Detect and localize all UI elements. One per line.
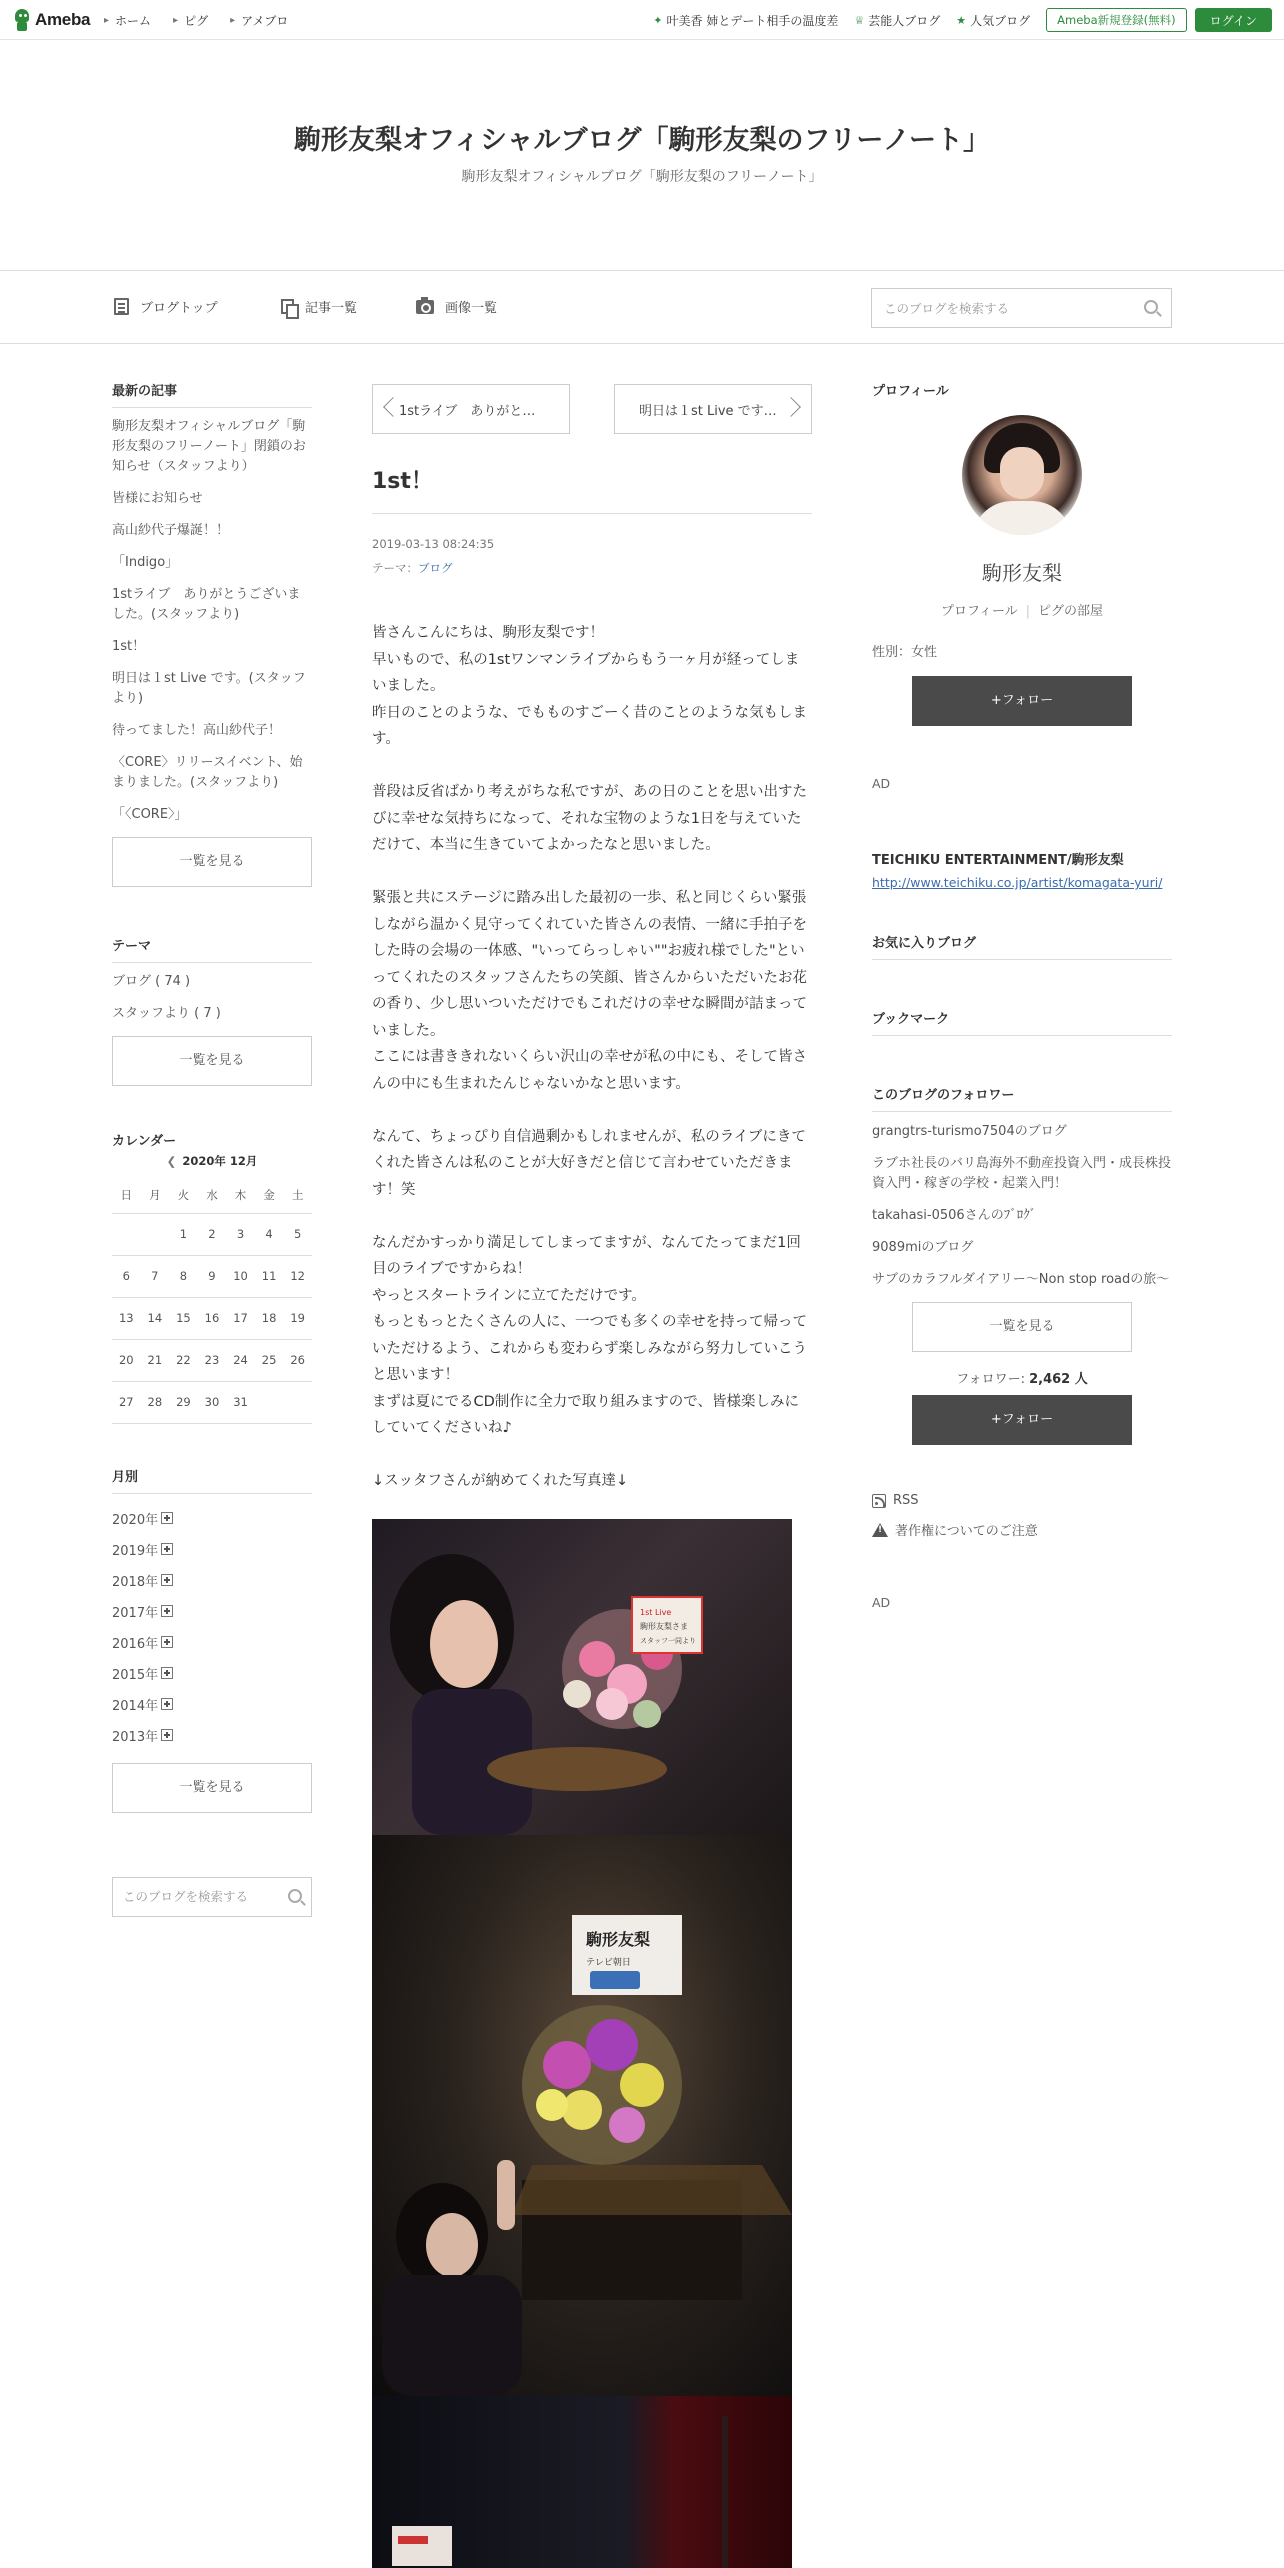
trending-label: 叶美香 姉とデート相手の温度差 (666, 13, 839, 28)
calendar-day: 30 (198, 1381, 227, 1423)
expand-plus-icon[interactable] (161, 1574, 173, 1586)
main-article (372, 380, 812, 2568)
sidebar-search-input[interactable] (113, 1878, 273, 1916)
calendar-day: 31 (226, 1381, 255, 1423)
profile-heading: プロフィール (872, 384, 949, 399)
calendar-day: 19 (283, 1297, 312, 1339)
search-icon[interactable] (1144, 300, 1158, 314)
calendar-day: 9 (198, 1255, 227, 1297)
nav-label: 記事一覧 (305, 301, 358, 316)
separator: | (1025, 604, 1031, 619)
camera-icon (416, 300, 434, 314)
calendar-day: 26 (283, 1339, 312, 1381)
article-paragraph: なんだかすっかり満足してしまってますが、なんてたってまだ1回目のライブですからね！ やっとスタートラインに立てただけです。 もっともっとたくさんの人に、一つでも多くの幸せを持って帰っていただけるよう、これからも変わらず楽しみながら努力していこうと思います！ まずは夏にでるCD制作に全力で取り組みますので、皆様楽しみにしていてくださいね♪ (372, 1234, 807, 1436)
recent-item[interactable]: 高山紗代子爆誕！！ (112, 523, 230, 538)
nav-image-list[interactable] (416, 297, 497, 316)
weekday: 金 (255, 1177, 284, 1213)
chevron-right-icon (781, 397, 801, 417)
article-paragraph: なんて、ちょっぴり自信過剰かもしれませんが、私のライブにきてくれた皆さんは私のことが大好きだと信じて言わせていただきます！笑 (372, 1128, 806, 1198)
recent-item[interactable]: 「〈CORE〉」 (112, 807, 188, 822)
profile-name[interactable]: 駒形友梨 (982, 561, 1062, 585)
next-article-label: 明日は１st Live です… (639, 403, 777, 419)
article-theme (372, 556, 812, 580)
blog-subtitle: 駒形友梨オフィシャルブログ「駒形友梨のフリーノート」 (461, 169, 823, 185)
copyright-label: 著作権についてのご注意 (895, 1524, 1038, 1539)
year-row[interactable] (112, 1503, 312, 1534)
year-label: 2017年 (112, 1605, 159, 1621)
calendar-day: 24 (226, 1339, 255, 1381)
ameba-logo[interactable] (12, 8, 90, 32)
copyright-notice-link[interactable] (872, 1520, 1172, 1539)
calendar-day: 14 (141, 1297, 170, 1339)
top-nav-pigg[interactable] (173, 12, 208, 29)
rss-label: RSS (893, 1493, 919, 1508)
top-nav (104, 0, 310, 40)
monthly-list (112, 1503, 312, 1751)
register-button[interactable]: Ameba新規登録(無料) (1046, 8, 1186, 32)
recent-item[interactable]: 明日は１st Live です。(スタッフより) (112, 671, 306, 706)
search-icon[interactable] (288, 1889, 302, 1903)
theme-heading: テーマ (112, 935, 312, 963)
calendar-day: 15 (169, 1297, 198, 1339)
ad-label-bottom: AD (872, 1595, 891, 1610)
theme-link[interactable]: ブログ (418, 561, 453, 575)
photo-card-text: スタッフ一同より (640, 1637, 696, 1645)
top-nav-label: アメブロ (241, 13, 289, 28)
calendar-day: 12 (283, 1255, 312, 1297)
recent-heading: 最新の記事 (112, 380, 312, 408)
top-bar (0, 0, 1284, 40)
chevron-left-icon[interactable]: ❮ (166, 1154, 177, 1168)
calendar-day: 1 (169, 1213, 198, 1255)
theme-see-more-button[interactable]: 一覧を見る (112, 1036, 312, 1086)
weekday: 木 (226, 1177, 255, 1213)
year-label: 2014年 (112, 1698, 159, 1714)
followers-see-more-button[interactable]: 一覧を見る (912, 1302, 1132, 1352)
year-label: 2018年 (112, 1574, 159, 1590)
blog-search-box (871, 288, 1172, 328)
calendar-day: 4 (255, 1213, 284, 1255)
year-label: 2019年 (112, 1543, 159, 1559)
sidebar-search-box (112, 1877, 312, 1917)
calendar-day: 8 (169, 1255, 198, 1297)
left-sidebar (112, 380, 312, 1917)
year-label: 2013年 (112, 1729, 159, 1745)
calendar-day (255, 1381, 284, 1423)
year-label: 2015年 (112, 1667, 159, 1683)
photo-stage-art (372, 2396, 792, 2568)
expand-plus-icon[interactable] (161, 1636, 173, 1648)
expand-plus-icon[interactable] (161, 1667, 173, 1679)
calendar-day: 10 (226, 1255, 255, 1297)
calendar-month (112, 1153, 312, 1169)
article-paragraph: ↓スッタフさんが納めてくれた写真達↓ (372, 1473, 629, 1489)
photo-card-text: テレビ朝日 (586, 1958, 631, 1968)
favorites-heading: お気に入りブログ (872, 932, 1172, 960)
photo-stage[interactable] (372, 2396, 792, 2568)
calendar-day: 17 (226, 1297, 255, 1339)
monthly-see-more-button[interactable]: 一覧を見る (112, 1763, 312, 1813)
recent-item[interactable]: 待ってました！高山紗代子！ (112, 723, 282, 738)
blog-search-input[interactable] (872, 289, 1122, 327)
copy-icon (281, 299, 294, 314)
year-row[interactable] (112, 1658, 312, 1689)
profile-gender: 性別：女性 (872, 645, 938, 660)
article-paragraph: 普段は反省ばかり考えがちな私ですが、あの日のことを思い出すたびに幸せな気持ちになって、それな宝物のような1日を与えていただけて、本当に生きていてよかったなと思いました。 (372, 784, 807, 853)
calendar-day: 20 (112, 1339, 141, 1381)
article-title[interactable]: 1st！ (372, 464, 812, 514)
weekday: 日 (112, 1177, 141, 1213)
theme-item[interactable]: スタッフより ( 7 ) (112, 1006, 221, 1021)
photo-flowers-2[interactable] (372, 1835, 792, 2396)
article-pager (372, 384, 812, 434)
follow-button-bottom[interactable]: +フォロー (912, 1395, 1132, 1445)
follower-item[interactable]: ラブホ社長のバリ島海外不動産投資入門・成長株投資入門・稼ぎの学校・起業入門！ (872, 1156, 1172, 1191)
calendar-day: 16 (198, 1297, 227, 1339)
photo-card-text: 1st Live (640, 1608, 672, 1617)
popular-blog-link[interactable] (956, 12, 1030, 29)
profile-links (872, 600, 1172, 619)
expand-plus-icon[interactable] (161, 1698, 173, 1710)
top-right (653, 0, 1272, 40)
follower-count-value: 2,462 人 (1029, 1372, 1088, 1387)
calendar-day: 3 (226, 1213, 255, 1255)
trending-link[interactable] (653, 12, 838, 29)
theme-prefix: テーマ： (372, 561, 418, 575)
document-icon (114, 298, 129, 315)
article-meta (372, 532, 812, 580)
crown-icon: ♕ (854, 13, 865, 27)
calendar-day: 7 (141, 1255, 170, 1297)
calendar-heading: カレンダー (112, 1134, 177, 1149)
nav-label: ブログトップ (140, 301, 218, 316)
warning-icon (872, 1523, 888, 1537)
follower-item[interactable]: takahasi-0506さんのﾌﾞﾛｸﾞ (872, 1208, 1037, 1223)
avatar[interactable] (962, 415, 1082, 535)
calendar-day: 13 (112, 1297, 141, 1339)
year-row[interactable] (112, 1534, 312, 1565)
pigg-room-link[interactable]: ピグの部屋 (1038, 604, 1104, 619)
article-date: 2019-03-13 08:24:35 (372, 537, 495, 551)
calendar-day: 6 (112, 1255, 141, 1297)
calendar-day: 27 (112, 1381, 141, 1423)
weekday: 土 (283, 1177, 312, 1213)
theme-item[interactable]: ブログ ( 74 ) (112, 974, 191, 989)
login-button[interactable]: ログイン (1195, 8, 1272, 32)
calendar-day: 25 (255, 1339, 284, 1381)
follower-item[interactable]: 9089miのブログ (872, 1240, 974, 1255)
expand-plus-icon[interactable] (161, 1729, 173, 1741)
recent-list (112, 417, 312, 825)
photo-flowers-1[interactable] (372, 1519, 792, 1835)
expand-plus-icon[interactable] (161, 1543, 173, 1555)
diamond-icon: ✦ (653, 13, 663, 27)
article-paragraph: 緊張と共にステージに踏み出した最初の一歩、私と同じくらい緊張しながら温かく見守ってくれていた皆さんの表情、一緒に手拍子をした時の会場の一体感、"いってらっしゃい""お疲れ様でした"といってくれたのスタッフさんたちの笑顔、皆さんからいただいたお花の香り、少し思いついただけでもこれだけの幸せな瞬間が詰まっていました。 ここには書ききれないくらい沢山の幸せが私の中にも、そして皆さんの中にも生まれたんじゃないかなと思います。 (372, 890, 807, 1092)
popular-blog-label: 人気ブログ (970, 13, 1031, 28)
followers-list (872, 1122, 1172, 1290)
recent-item[interactable]: 1st！ (112, 639, 146, 654)
photo-flowers-1-art (372, 1519, 792, 1835)
followers-heading: このブログのフォロワー (872, 1084, 1172, 1112)
follow-button[interactable]: +フォロー (912, 676, 1132, 726)
weekday: 水 (198, 1177, 227, 1213)
ameba-mascot-icon (12, 9, 32, 31)
calendar-day: 22 (169, 1339, 198, 1381)
recent-item[interactable]: 〈CORE〉リリースイベント、始まりました。(スタッフより) (112, 755, 303, 790)
recent-item[interactable]: 1stライブ ありがとうございました。(スタッフより) (112, 587, 301, 622)
calendar-day: 28 (141, 1381, 170, 1423)
calendar-day: 2 (198, 1213, 227, 1255)
nav-label: 画像一覧 (445, 301, 498, 316)
company-url-link[interactable]: http://www.teichiku.co.jp/artist/komagata-yuri/ (872, 875, 1163, 890)
bookmark-heading: ブックマーク (872, 1008, 1172, 1036)
weekday: 月 (141, 1177, 170, 1213)
recent-item[interactable]: 皆様にお知らせ (112, 491, 203, 506)
recent-item[interactable]: 「Indigo」 (112, 555, 179, 570)
follower-count (872, 1368, 1172, 1387)
follower-count-label: フォロワー: (956, 1372, 1030, 1387)
rss-icon (872, 1494, 886, 1508)
nav-blog-top[interactable] (114, 297, 218, 316)
recent-item[interactable]: 駒形友梨オフィシャルブログ「駒形友梨のフリーノート」閉鎖のお知らせ（スタッフより） (112, 419, 306, 474)
calendar-day: 11 (255, 1255, 284, 1297)
right-sidebar (872, 380, 1172, 1610)
calendar-day (112, 1213, 141, 1255)
calendar-day: 18 (255, 1297, 284, 1339)
rss-link[interactable] (872, 1493, 1172, 1508)
company-name: TEICHIKU ENTERTAINMENT/駒形友梨 (872, 853, 1124, 868)
follower-item[interactable]: grangtrs-turismo7504のブログ (872, 1124, 1067, 1139)
year-row[interactable] (112, 1720, 312, 1751)
calendar-day: 23 (198, 1339, 227, 1381)
year-row[interactable] (112, 1627, 312, 1658)
year-row[interactable] (112, 1689, 312, 1720)
star-icon: ★ (956, 13, 967, 27)
top-nav-label: ホーム (115, 13, 152, 28)
year-row[interactable] (112, 1565, 312, 1596)
chevron-right-icon: ▸ (104, 14, 110, 26)
blog-nav-bar (0, 270, 1284, 344)
calendar-table (112, 1177, 312, 1424)
top-nav-label: ピグ (184, 13, 209, 28)
calendar-day: 29 (169, 1381, 198, 1423)
top-nav-ameblo[interactable] (230, 12, 288, 29)
calendar (112, 1153, 312, 1424)
celebrity-blog-label: 芸能人ブログ (868, 13, 941, 28)
calendar-day (141, 1213, 170, 1255)
prev-article-button[interactable] (372, 384, 570, 434)
blog-title[interactable]: 駒形友梨オフィシャルブログ「駒形友梨のフリーノート」 (293, 125, 991, 156)
photo-card-text: 駒形友梨さま (640, 1622, 688, 1631)
photo-flowers-2-art (372, 1835, 792, 2396)
article-photos (372, 1519, 792, 2568)
follower-item[interactable]: サブのカラフルダイアリー～Non stop roadの旅～ (872, 1272, 1170, 1287)
profile-link[interactable]: プロフィール (940, 604, 1018, 619)
celebrity-blog-link[interactable] (854, 12, 940, 29)
logo-text: Ameba (35, 10, 91, 29)
top-nav-home[interactable] (104, 12, 151, 29)
nav-article-list[interactable] (281, 297, 357, 316)
recent-see-more-button[interactable]: 一覧を見る (112, 837, 312, 887)
year-label: 2020年 (112, 1512, 159, 1528)
next-article-button[interactable] (614, 384, 812, 434)
chevron-right-icon: ▸ (173, 14, 179, 26)
calendar-day: 21 (141, 1339, 170, 1381)
expand-plus-icon[interactable] (161, 1605, 173, 1617)
chevron-right-icon: ▸ (230, 14, 236, 26)
calendar-month-label: 2020年 12月 (182, 1154, 258, 1168)
article-paragraph: 皆さんこんにちは、駒形友梨です！ 早いもので、私の1stワンマンライブからもう一ヶ月が経ってしまいました。 昨日のことのような、でもものすごーく昔のことのような気もします。 (372, 625, 807, 747)
article-body (372, 620, 812, 1495)
weekday: 火 (169, 1177, 198, 1213)
theme-list (112, 972, 312, 1024)
ad-label: AD (872, 776, 891, 791)
year-label: 2016年 (112, 1636, 159, 1652)
year-row[interactable] (112, 1596, 312, 1627)
expand-plus-icon[interactable] (161, 1512, 173, 1524)
photo-card-text: 駒形友梨 (586, 1930, 651, 1949)
prev-article-label: 1stライブ ありがと… (399, 403, 536, 419)
calendar-day (283, 1381, 312, 1423)
calendar-day: 5 (283, 1213, 312, 1255)
monthly-heading: 月別 (112, 1466, 312, 1494)
